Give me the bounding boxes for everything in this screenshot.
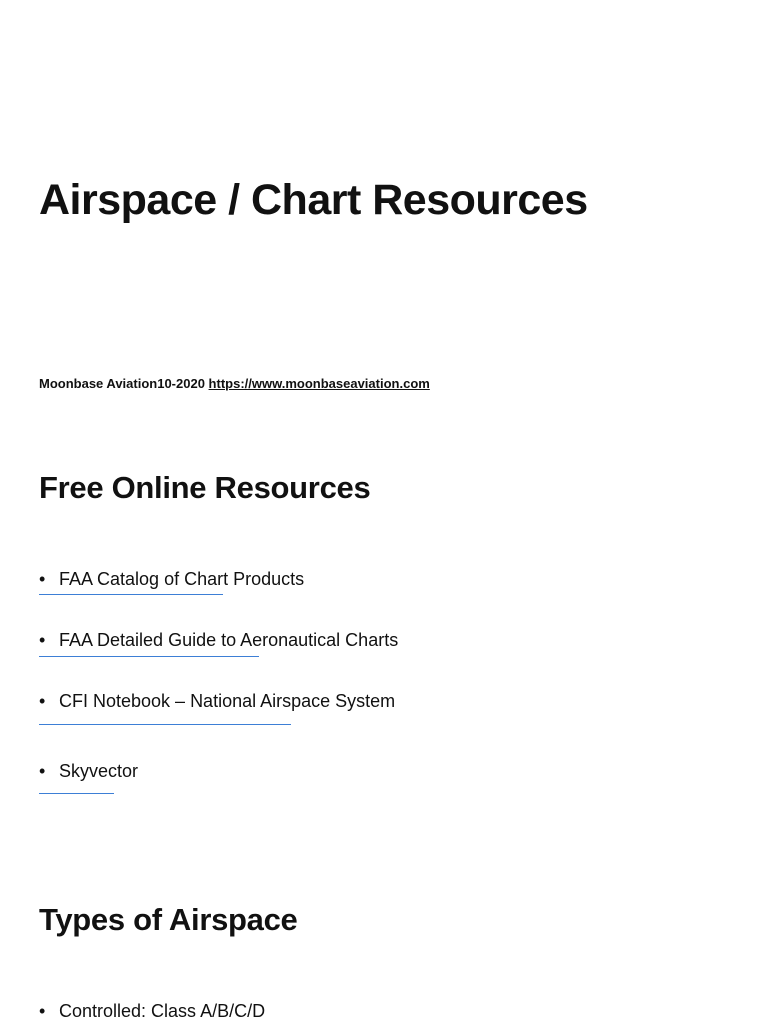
link-underline: [39, 724, 291, 725]
website-link[interactable]: https://www.moonbaseaviation.com: [208, 376, 430, 391]
section-heading-types-of-airspace: Types of Airspace: [39, 902, 298, 937]
link-underline: [39, 594, 223, 595]
resource-link-label: FAA Catalog of Chart Products: [59, 569, 305, 589]
byline: [39, 375, 430, 393]
page-title: Airspace / Chart Resources: [39, 176, 588, 224]
link-underline: [39, 793, 114, 794]
resource-link-faa-guide[interactable]: [39, 628, 398, 652]
bullet: •: [39, 630, 46, 650]
link-underline: [39, 656, 259, 657]
resource-link-faa-catalog[interactable]: [39, 567, 304, 591]
list-item-controlled-airspace: [39, 999, 265, 1023]
resource-link-label: Skyvector: [59, 761, 139, 781]
list-item-label: Controlled: Class A/B/C/D: [59, 1001, 266, 1021]
bullet: •: [39, 1001, 46, 1021]
resource-link-skyvector[interactable]: [39, 759, 138, 783]
bullet: •: [39, 761, 46, 781]
resource-link-label: FAA Detailed Guide to Aeronautical Charts: [59, 630, 399, 650]
bullet: •: [39, 691, 46, 711]
section-heading-free-online-resources: Free Online Resources: [39, 470, 371, 505]
byline-author: Moonbase Aviation10-2020: [39, 376, 205, 391]
bullet: •: [39, 569, 46, 589]
resource-link-cfi-notebook[interactable]: [39, 689, 395, 713]
resource-link-label: CFI Notebook – National Airspace System: [59, 691, 396, 711]
